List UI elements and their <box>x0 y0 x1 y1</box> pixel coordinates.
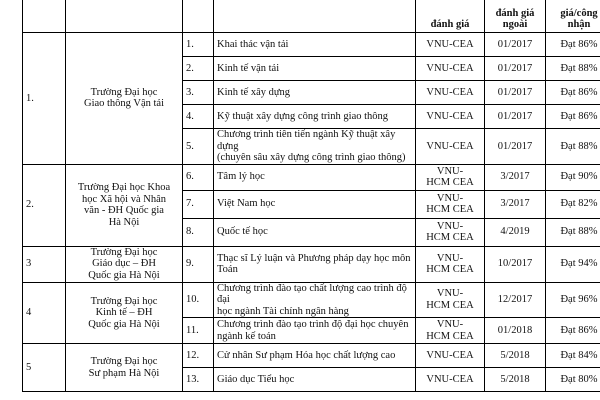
program-name-line: Kinh tế xây dựng <box>217 86 291 98</box>
program-name-line: Chương trình tiên tiến ngành Kỹ thuật xây dựng <box>217 129 396 152</box>
program-name <box>214 246 416 282</box>
accreditation-organization <box>416 318 485 344</box>
accreditation-organization <box>416 164 485 190</box>
university-name-line: Trường Đại học <box>90 246 158 258</box>
program-name <box>214 57 416 81</box>
organization-line: HCM CEA <box>426 177 474 188</box>
university-name-line: văn - ĐH Quốc gia <box>84 205 164 216</box>
program-name-line: ngành kế toán <box>217 330 276 342</box>
program-number: 5. <box>183 129 214 165</box>
accreditation-organization <box>416 105 485 129</box>
program-name-line: Cử nhân Sư phạm Hóa học chất lượng cao <box>217 349 396 361</box>
accreditation-result: Đạt 94% <box>546 246 600 282</box>
university-name-line: Trường Đại học <box>90 356 158 367</box>
program-name-line: Thạc sĩ Lý luận và Phương pháp dạy học môn <box>217 252 411 264</box>
accreditation-result: Đạt 86% <box>546 33 600 57</box>
university-name <box>66 282 183 344</box>
accreditation-result: Đạt 86% <box>546 318 600 344</box>
accreditation-organization <box>416 190 485 218</box>
header-no <box>183 0 214 33</box>
group-number: 1. <box>23 33 66 165</box>
accreditation-organization <box>416 129 485 165</box>
program-name-line: Chương trình đào tạo chất lượng cao trình độ đại <box>217 282 407 305</box>
university-name <box>66 164 183 246</box>
accreditation-result: Đạt 82% <box>546 190 600 218</box>
accreditation-organization <box>416 57 485 81</box>
accreditation-organization <box>416 33 485 57</box>
header-organization <box>416 0 485 33</box>
program-number: 6. <box>183 164 214 190</box>
university-name-line: Trường Đại học <box>90 295 158 307</box>
university-name-line: Hà Nội <box>108 216 140 228</box>
group-number: 5 <box>23 344 66 392</box>
organization-line: VNU-CEA <box>426 349 474 361</box>
organization-line: VNU-CEA <box>426 86 474 98</box>
program-number: 9. <box>183 246 214 282</box>
program-name <box>214 282 416 318</box>
accreditation-organization <box>416 344 485 368</box>
header-result-line: giá/công <box>560 8 598 19</box>
evaluation-date: 01/2017 <box>485 33 546 57</box>
program-name <box>214 164 416 190</box>
program-number: 12. <box>183 344 214 368</box>
organization-line: HCM CEA <box>426 264 474 275</box>
accreditation-result: Đạt 90% <box>546 164 600 190</box>
table-row <box>23 282 600 318</box>
organization-line: VNU- <box>436 165 464 177</box>
organization-line: HCM CEA <box>426 204 474 215</box>
program-number: 7. <box>183 190 214 218</box>
accreditation-organization <box>416 368 485 392</box>
evaluation-date: 3/2017 <box>485 190 546 218</box>
program-name-line: Giáo dục Tiểu học <box>217 373 295 385</box>
accreditation-table <box>22 0 600 392</box>
header-university <box>66 0 183 33</box>
evaluation-date: 5/2018 <box>485 368 546 392</box>
organization-line: VNU-CEA <box>426 38 474 50</box>
program-name-line: học ngành Tài chính ngân hàng <box>217 305 349 317</box>
evaluation-date: 01/2018 <box>485 318 546 344</box>
program-name <box>214 190 416 218</box>
program-name <box>214 81 416 105</box>
program-name-line: Tâm lý học <box>217 171 265 183</box>
table-row <box>23 33 600 57</box>
header-date-line: ngoài <box>502 19 528 30</box>
organization-line: HCM CEA <box>426 299 474 311</box>
university-name-line: Quốc gia Hà Nội <box>88 318 160 330</box>
table-row <box>23 246 600 282</box>
organization-line: VNU-CEA <box>426 140 474 152</box>
evaluation-date: 01/2017 <box>485 129 546 165</box>
program-name <box>214 218 416 246</box>
evaluation-date: 10/2017 <box>485 246 546 282</box>
table-row <box>23 164 600 190</box>
accreditation-result: Đạt 80% <box>546 368 600 392</box>
header-result-line: nhận <box>567 19 591 30</box>
organization-line: VNU- <box>436 220 464 232</box>
header-organization-label: đánh giá <box>430 19 470 30</box>
program-name <box>214 368 416 392</box>
accreditation-result: Đạt 86% <box>546 81 600 105</box>
group-number: 3 <box>23 246 66 282</box>
header-result <box>546 0 600 33</box>
evaluation-date: 12/2017 <box>485 282 546 318</box>
evaluation-date: 4/2019 <box>485 218 546 246</box>
university-name-line: Sư phạm Hà Nội <box>88 367 160 379</box>
program-name-line: Kỹ thuật xây dựng công trình giao thông <box>217 110 389 122</box>
accreditation-result: Đạt 88% <box>546 129 600 165</box>
program-number: 11. <box>183 318 214 344</box>
organization-line: VNU-CEA <box>426 62 474 74</box>
organization-line: HCM CEA <box>426 330 474 342</box>
accreditation-result: Đạt 84% <box>546 344 600 368</box>
organization-line: VNU- <box>436 192 464 204</box>
group-number: 2. <box>23 164 66 246</box>
university-name-line: Trường Đại học <box>90 86 158 98</box>
program-number: 8. <box>183 218 214 246</box>
program-name <box>214 105 416 129</box>
program-name-line: Toán <box>217 264 238 275</box>
organization-line: VNU- <box>436 252 464 264</box>
evaluation-date: 01/2017 <box>485 81 546 105</box>
program-name-line: Kinh tế vận tải <box>217 62 280 74</box>
header-stt <box>23 0 66 33</box>
program-name <box>214 318 416 344</box>
program-name-line: (chuyên sâu xây dựng công trình giao thông) <box>217 152 406 163</box>
program-name <box>214 33 416 57</box>
program-number: 4. <box>183 105 214 129</box>
university-name <box>66 246 183 282</box>
program-number: 1. <box>183 33 214 57</box>
university-name-line: học Xã hội và Nhân <box>82 193 166 205</box>
organization-line: HCM CEA <box>426 232 474 243</box>
program-name-line: Việt Nam học <box>217 198 276 210</box>
header-date-line: đánh giá <box>495 8 535 19</box>
table-row <box>23 344 600 368</box>
university-name-line: Kinh tế – ĐH <box>95 307 153 318</box>
program-number: 3. <box>183 81 214 105</box>
organization-line: VNU- <box>436 288 464 300</box>
group-number: 4 <box>23 282 66 344</box>
program-number: 10. <box>183 282 214 318</box>
university-name-line: Giao thông Vận tải <box>83 98 164 110</box>
program-name <box>214 344 416 368</box>
evaluation-date: 3/2017 <box>485 164 546 190</box>
accreditation-result: Đạt 86% <box>546 105 600 129</box>
program-number: 13. <box>183 368 214 392</box>
organization-line: VNU-CEA <box>426 110 474 122</box>
header-date <box>485 0 546 33</box>
program-name-line: Quốc tế học <box>217 226 268 238</box>
university-name <box>66 344 183 392</box>
evaluation-date: 5/2018 <box>485 344 546 368</box>
accreditation-organization <box>416 81 485 105</box>
organization-line: VNU- <box>436 319 464 330</box>
header-program <box>214 0 416 33</box>
accreditation-result: Đạt 96% <box>546 282 600 318</box>
university-name-line: Quốc gia Hà Nội <box>88 269 160 281</box>
university-name-line: Giáo dục – ĐH <box>92 258 156 270</box>
table-body <box>23 0 600 392</box>
accreditation-organization <box>416 218 485 246</box>
program-name-line: Chương trình đào tạo trình độ đại học chuyên <box>217 319 409 330</box>
program-name <box>214 129 416 165</box>
organization-line: VNU-CEA <box>426 373 474 385</box>
header-row <box>23 0 600 33</box>
university-name <box>66 33 183 165</box>
program-name-line: Khai thác vận tải <box>217 38 289 50</box>
evaluation-date: 01/2017 <box>485 57 546 81</box>
accreditation-result: Đạt 88% <box>546 57 600 81</box>
accreditation-organization <box>416 282 485 318</box>
accreditation-organization <box>416 246 485 282</box>
program-number: 2. <box>183 57 214 81</box>
evaluation-date: 01/2017 <box>485 105 546 129</box>
university-name-line: Trường Đại học Khoa <box>77 182 171 193</box>
accreditation-result: Đạt 88% <box>546 218 600 246</box>
